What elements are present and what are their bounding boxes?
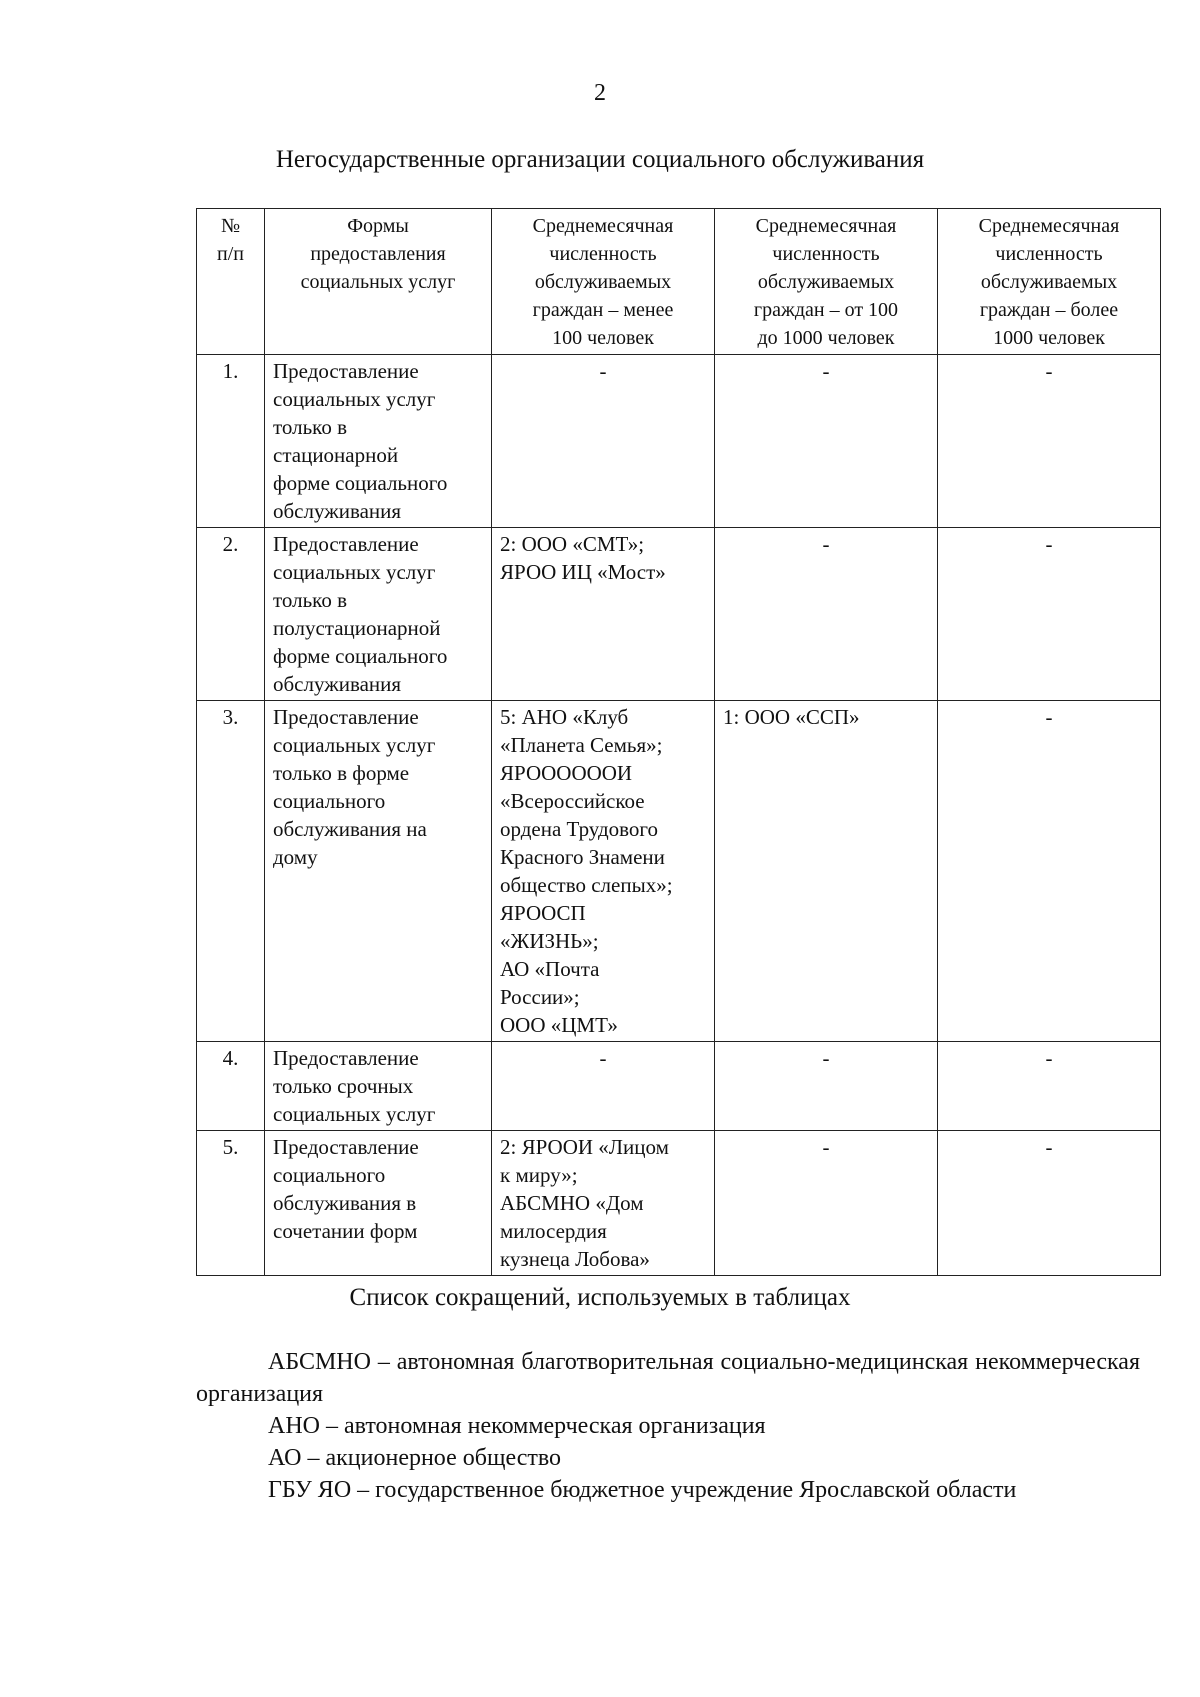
table-header-row [197, 209, 1161, 355]
cell-100-to-1000: 1: ООО «ССП» [715, 701, 938, 1042]
abbreviations-list [196, 1346, 1140, 1506]
row-number: 1. [197, 355, 265, 528]
abbreviation-item: АБСМНО – автономная благотворительная социально-медицинская некоммерческая организация [196, 1349, 1140, 1407]
abbreviations-title: Список сокращений, используемых в таблицах [349, 1284, 851, 1311]
header-service-form: Формы предоставления социальных услуг [265, 209, 492, 355]
cell-100-to-1000: - [715, 355, 938, 528]
cell-over-1000: - [938, 701, 1161, 1042]
cell-under-100: 2: ЯРООИ «Лицом к миру»; АБСМНО «Дом милосердия кузнеца Лобова» [492, 1131, 715, 1276]
cell-100-to-1000: - [715, 528, 938, 701]
cell-over-1000: - [938, 528, 1161, 701]
abbreviation-item: АНО – автономная некоммерческая организация [268, 1413, 766, 1439]
row-service-form: Предоставление только срочных социальных услуг [265, 1042, 492, 1131]
row-number: 2. [197, 528, 265, 701]
header-number: № п/п [197, 209, 265, 355]
header-over-1000: Среднемесячная численность обслуживаемых граждан – более 1000 человек [938, 209, 1161, 355]
row-number: 4. [197, 1042, 265, 1131]
abbreviation-item: АО – акционерное общество [268, 1445, 562, 1471]
document-title: Негосударственные организации социального обслуживания [275, 146, 925, 173]
cell-under-100: 5: АНО «Клуб «Планета Семья»; ЯРООООООИ «Всероссийское ордена Трудового Красного Знамени общество слепых»; ЯРООСП «ЖИЗНЬ»; АО «Почта России»; ООО «ЦМТ» [492, 701, 715, 1042]
cell-over-1000: - [938, 1042, 1161, 1131]
table-row [197, 1131, 1161, 1276]
row-number: 3. [197, 701, 265, 1042]
table-row [197, 355, 1161, 528]
table-row [197, 701, 1161, 1042]
cell-100-to-1000: - [715, 1042, 938, 1131]
row-service-form: Предоставление социального обслуживания в сочетании форм [265, 1131, 492, 1276]
row-service-form: Предоставление социальных услуг только в форме социального обслуживания на дому [265, 701, 492, 1042]
cell-over-1000: - [938, 355, 1161, 528]
row-service-form: Предоставление социальных услуг только в стационарной форме социального обслуживания [265, 355, 492, 528]
table-row [197, 528, 1161, 701]
cell-under-100: 2: ООО «СМТ»; ЯРОО ИЦ «Мост» [492, 528, 715, 701]
cell-100-to-1000: - [715, 1131, 938, 1276]
organizations-table [196, 208, 1161, 1276]
cell-under-100: - [492, 355, 715, 528]
header-under-100: Среднемесячная численность обслуживаемых граждан – менее 100 человек [492, 209, 715, 355]
cell-over-1000: - [938, 1131, 1161, 1276]
abbreviation-item: ГБУ ЯО – государственное бюджетное учреждение Ярославской области [268, 1477, 1017, 1503]
header-100-to-1000: Среднемесячная численность обслуживаемых граждан – от 100 до 1000 человек [715, 209, 938, 355]
page-number: 2 [594, 80, 606, 106]
table-row [197, 1042, 1161, 1131]
row-number: 5. [197, 1131, 265, 1276]
row-service-form: Предоставление социальных услуг только в полустационарной форме социального обслуживания [265, 528, 492, 701]
cell-under-100: - [492, 1042, 715, 1131]
